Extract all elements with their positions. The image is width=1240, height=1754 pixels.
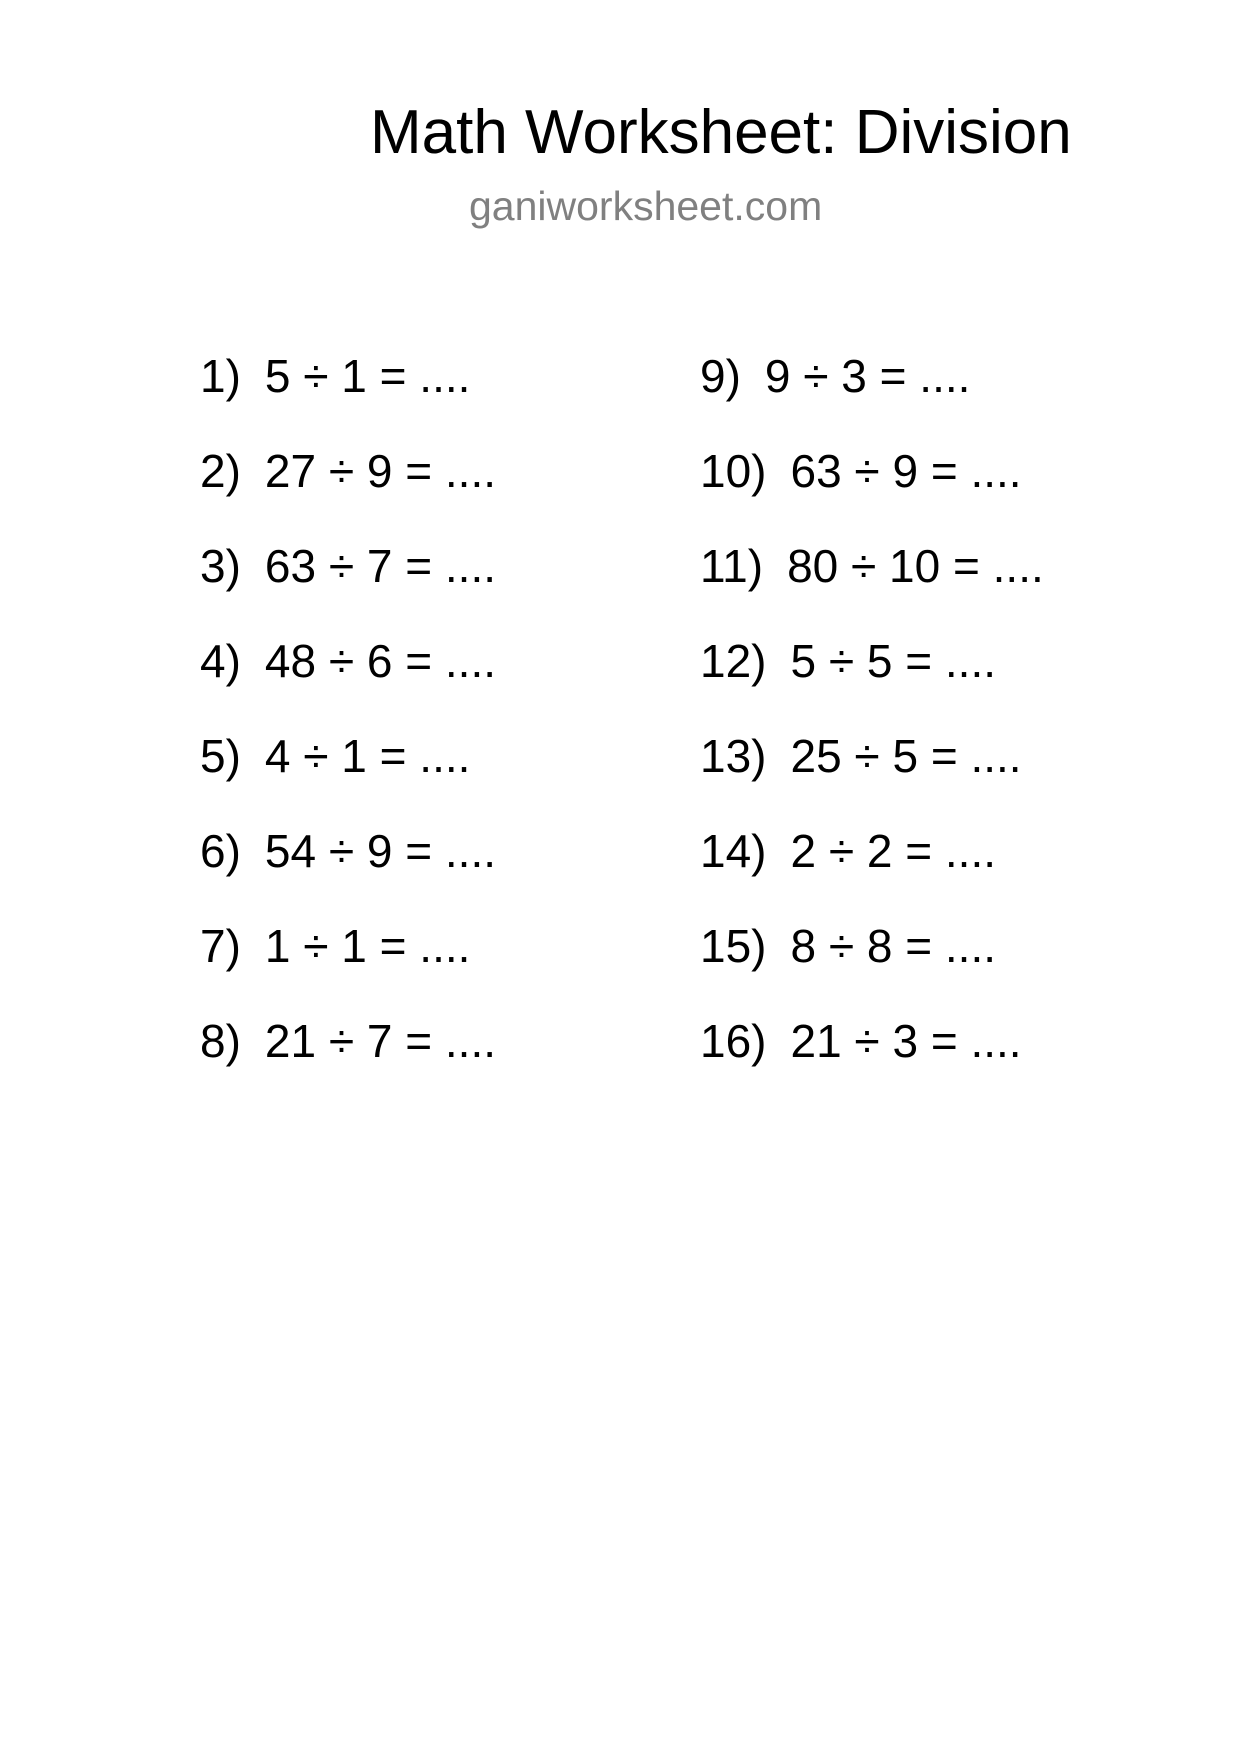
- problem-13: [700, 730, 1044, 825]
- problem-number: 15): [700, 920, 767, 972]
- problem-number: 16): [700, 1015, 767, 1067]
- problem-7: [200, 920, 496, 1015]
- problem-expression: 4 ÷ 1 = ....: [264, 730, 471, 782]
- problem-expression: 5 ÷ 5 = ....: [790, 635, 997, 687]
- problem-expression: 54 ÷ 9 = ....: [264, 825, 497, 877]
- problem-expression: 2 ÷ 2 = ....: [790, 825, 997, 877]
- problem-4: [200, 635, 496, 730]
- problem-15: [700, 920, 1044, 1015]
- problem-expression: 80 ÷ 10 = ....: [787, 540, 1044, 592]
- problem-expression: 21 ÷ 3 = ....: [790, 1015, 1022, 1067]
- problem-number: 11): [700, 540, 764, 592]
- problem-10: [700, 445, 1044, 540]
- problem-11: [700, 540, 1044, 635]
- problem-12: [700, 635, 1044, 730]
- problem-6: [200, 825, 496, 920]
- problem-expression: 63 ÷ 7 = ....: [264, 540, 497, 592]
- problem-number: 2): [200, 445, 241, 497]
- problem-expression: 27 ÷ 9 = ....: [264, 445, 497, 497]
- problem-5: [200, 730, 496, 825]
- problem-column-right: [700, 350, 1044, 1110]
- problem-number: 10): [700, 445, 767, 497]
- problem-number: 5): [200, 730, 241, 782]
- problem-number: 1): [200, 350, 241, 402]
- problem-number: 6): [200, 825, 241, 877]
- problem-column-left: [200, 350, 496, 1110]
- problem-3: [200, 540, 496, 635]
- problem-expression: 48 ÷ 6 = ....: [264, 635, 497, 687]
- problem-number: 9): [700, 350, 741, 402]
- problem-number: 12): [700, 635, 767, 687]
- worksheet-title: Math Worksheet: Division: [370, 98, 1072, 167]
- problem-expression: 21 ÷ 7 = ....: [264, 1015, 497, 1067]
- problem-2: [200, 445, 496, 540]
- problem-number: 14): [700, 825, 767, 877]
- problem-14: [700, 825, 1044, 920]
- problem-1: [200, 350, 496, 445]
- problem-16: [700, 1015, 1044, 1110]
- problem-number: 4): [200, 635, 241, 687]
- problem-expression: 63 ÷ 9 = ....: [790, 445, 1022, 497]
- problem-number: 3): [200, 540, 241, 592]
- problem-expression: 9 ÷ 3 = ....: [764, 350, 971, 402]
- problem-number: 7): [200, 920, 241, 972]
- problem-8: [200, 1015, 496, 1110]
- problem-expression: 5 ÷ 1 = ....: [264, 350, 471, 402]
- website-subtitle: ganiworksheet.com: [469, 183, 823, 229]
- problem-expression: 25 ÷ 5 = ....: [790, 730, 1022, 782]
- problem-9: [700, 350, 1044, 445]
- problem-number: 13): [700, 730, 767, 782]
- problem-expression: 1 ÷ 1 = ....: [264, 920, 471, 972]
- problem-expression: 8 ÷ 8 = ....: [790, 920, 997, 972]
- problem-number: 8): [200, 1015, 241, 1067]
